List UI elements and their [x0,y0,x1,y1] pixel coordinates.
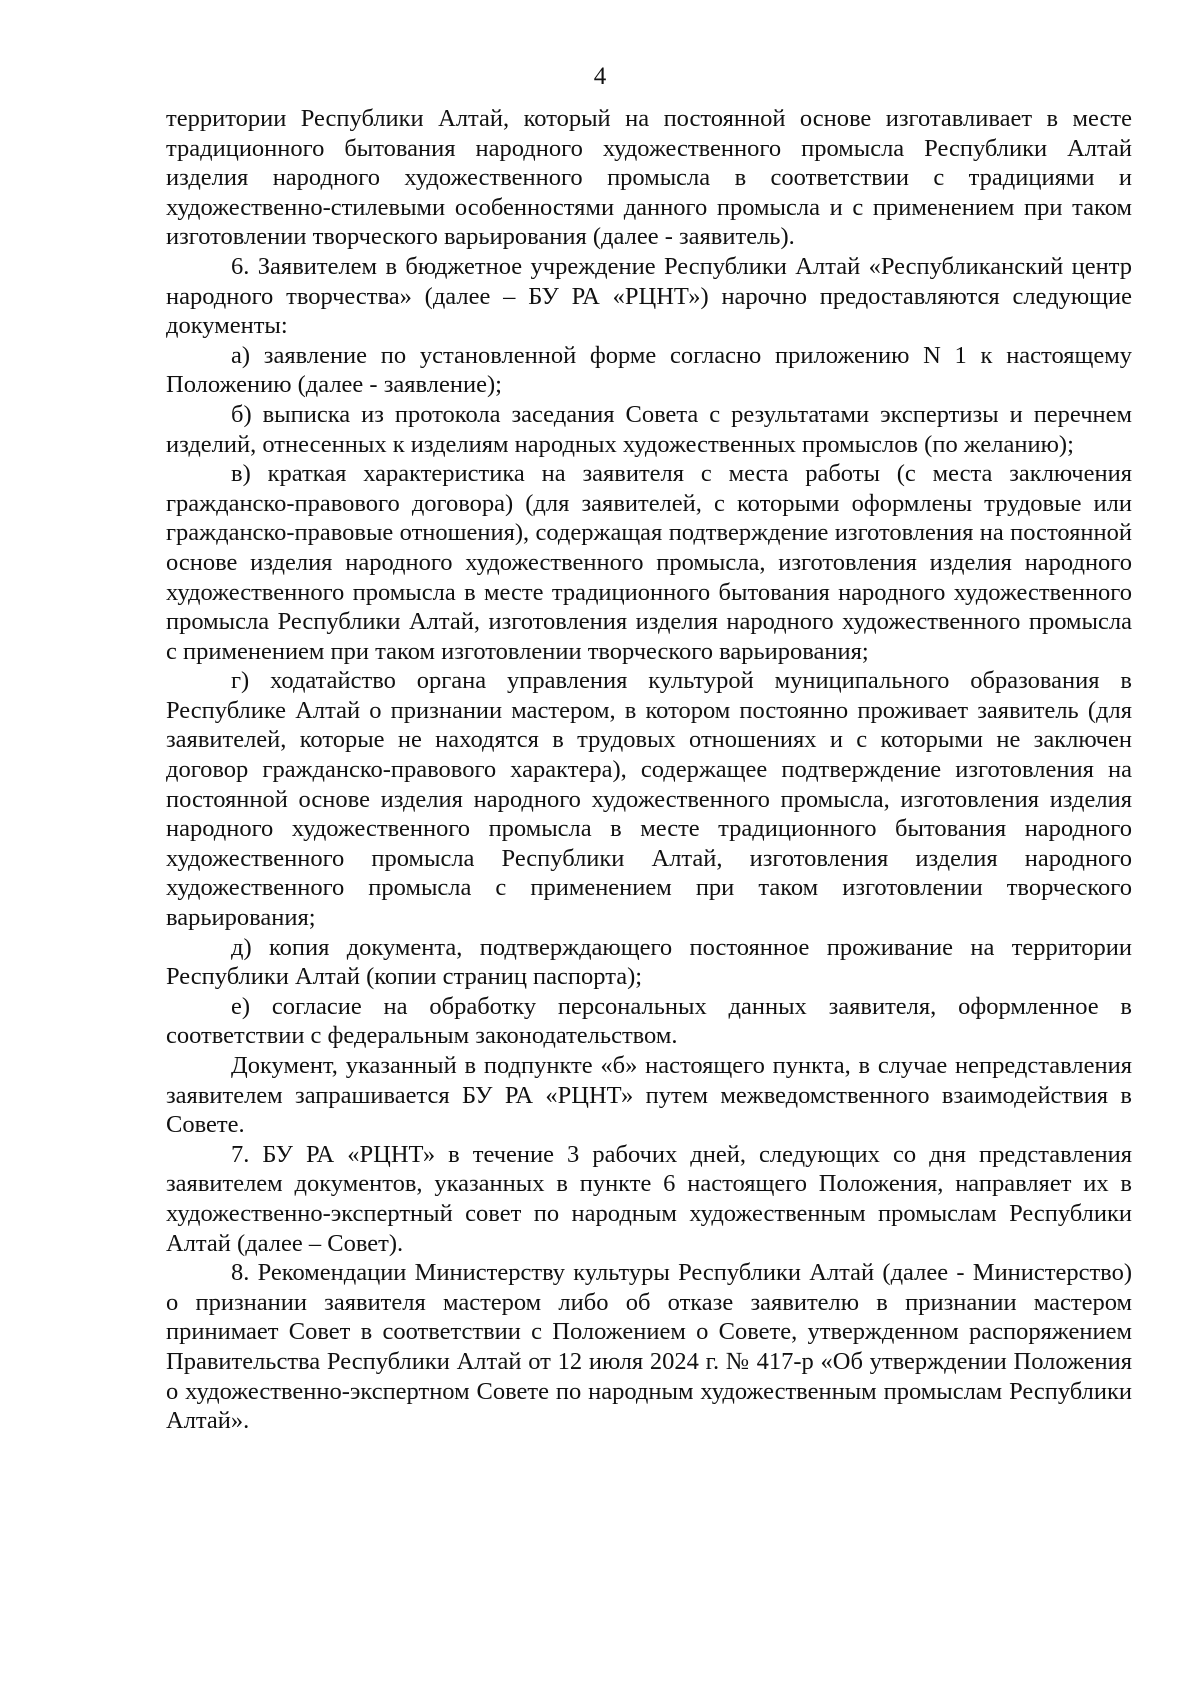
page-number: 4 [593,63,607,90]
paragraph-subitem-b: б) выписка из протокола заседания Совета с результатами экспертизы и перечнем изделий, отнесенных к изделиям народных художественных промыслов (по желанию); [166,400,1132,458]
paragraph-subitem-a: а) заявление по установленной форме согласно приложению N 1 к настоящему Положению (далее - заявление); [166,341,1132,399]
paragraph-subitem-g: г) ходатайство органа управления культурой муниципального образования в Республике Алтай о признании мастером, в котором постоянно проживает заявитель (для заявителей, которые не находятся в трудовых отношениях и с которыми не заключен договор гражданско-правового характера), содержащее подтверждение изготовления на постоянной основе изделия народного художественного промысла, изготовления изделия народного художественного промысла в месте традиционного бытования народного художественного промысла Республики Алтай, изготовления изделия народного художественного промысла с применением при таком изготовлении творческого варьирования; [166,667,1132,932]
paragraph-item-6: 6. Заявителем в бюджетное учреждение Республики Алтай «Республиканский центр народного творчества» (далее – БУ РА «РЦНТ») нарочно предоставляются следующие документы: [166,252,1132,340]
paragraph-subitem-v: в) краткая характеристика на заявителя с места работы (с места заключения гражданско-правового договора) (для заявителей, с которыми оформлены трудовые или гражданско-правовые отношения), содержащая подтверждение изготовления на постоянной основе изделия народного художественного промысла, изготовления изделия народного художественного промысла в месте традиционного бытования народного художественного промысла Республики Алтай, изготовления изделия народного художественного промысла с применением при таком изготовлении творческого варьирования; [166,460,1132,665]
paragraph-item-7: 7. БУ РА «РЦНТ» в течение 3 рабочих дней, следующих со дня представления заявителем документов, указанных в пункте 6 настоящего Положения, направляет их в художественно-экспертный совет по народным художественным промыслам Республики Алтай (далее – Совет). [166,1140,1132,1257]
paragraph-subitem-e: е) согласие на обработку персональных данных заявителя, оформленное в соответствии с федеральным законодательством. [166,992,1132,1050]
paragraph-continuation: территории Республики Алтай, который на постоянной основе изготавливает в месте традиционного бытования народного художественного промысла Республики Алтай изделия народного художественного промысла в соответствии с традициями и художественно-стилевыми особенностями данного промысла и с применением при таком изготовлении творческого варьирования (далее - заявитель). [166,105,1132,251]
paragraph-document-note: Документ, указанный в подпункте «б» настоящего пункта, в случае непредставления заявителем запрашивается БУ РА «РЦНТ» путем межведомственного взаимодействия в Совете. [166,1052,1132,1139]
paragraph-item-8: 8. Рекомендации Министерству культуры Республики Алтай (далее - Министерство) о признании заявителя мастером либо об отказе заявителю в признании мастером принимает Совет в соответствии с Положением о Совете, утвержденном распоряжением Правительства Республики Алтай от 12 июля 2024 г. № 417-р «Об утверждении Положения о художественно-экспертном Совете по народным художественным промыслам Республики Алтай». [166,1259,1132,1435]
paragraph-subitem-d: д) копия документа, подтверждающего постоянное проживание на территории Республики Алтай (копии страниц паспорта); [166,933,1132,991]
document-body [166,104,1132,1436]
